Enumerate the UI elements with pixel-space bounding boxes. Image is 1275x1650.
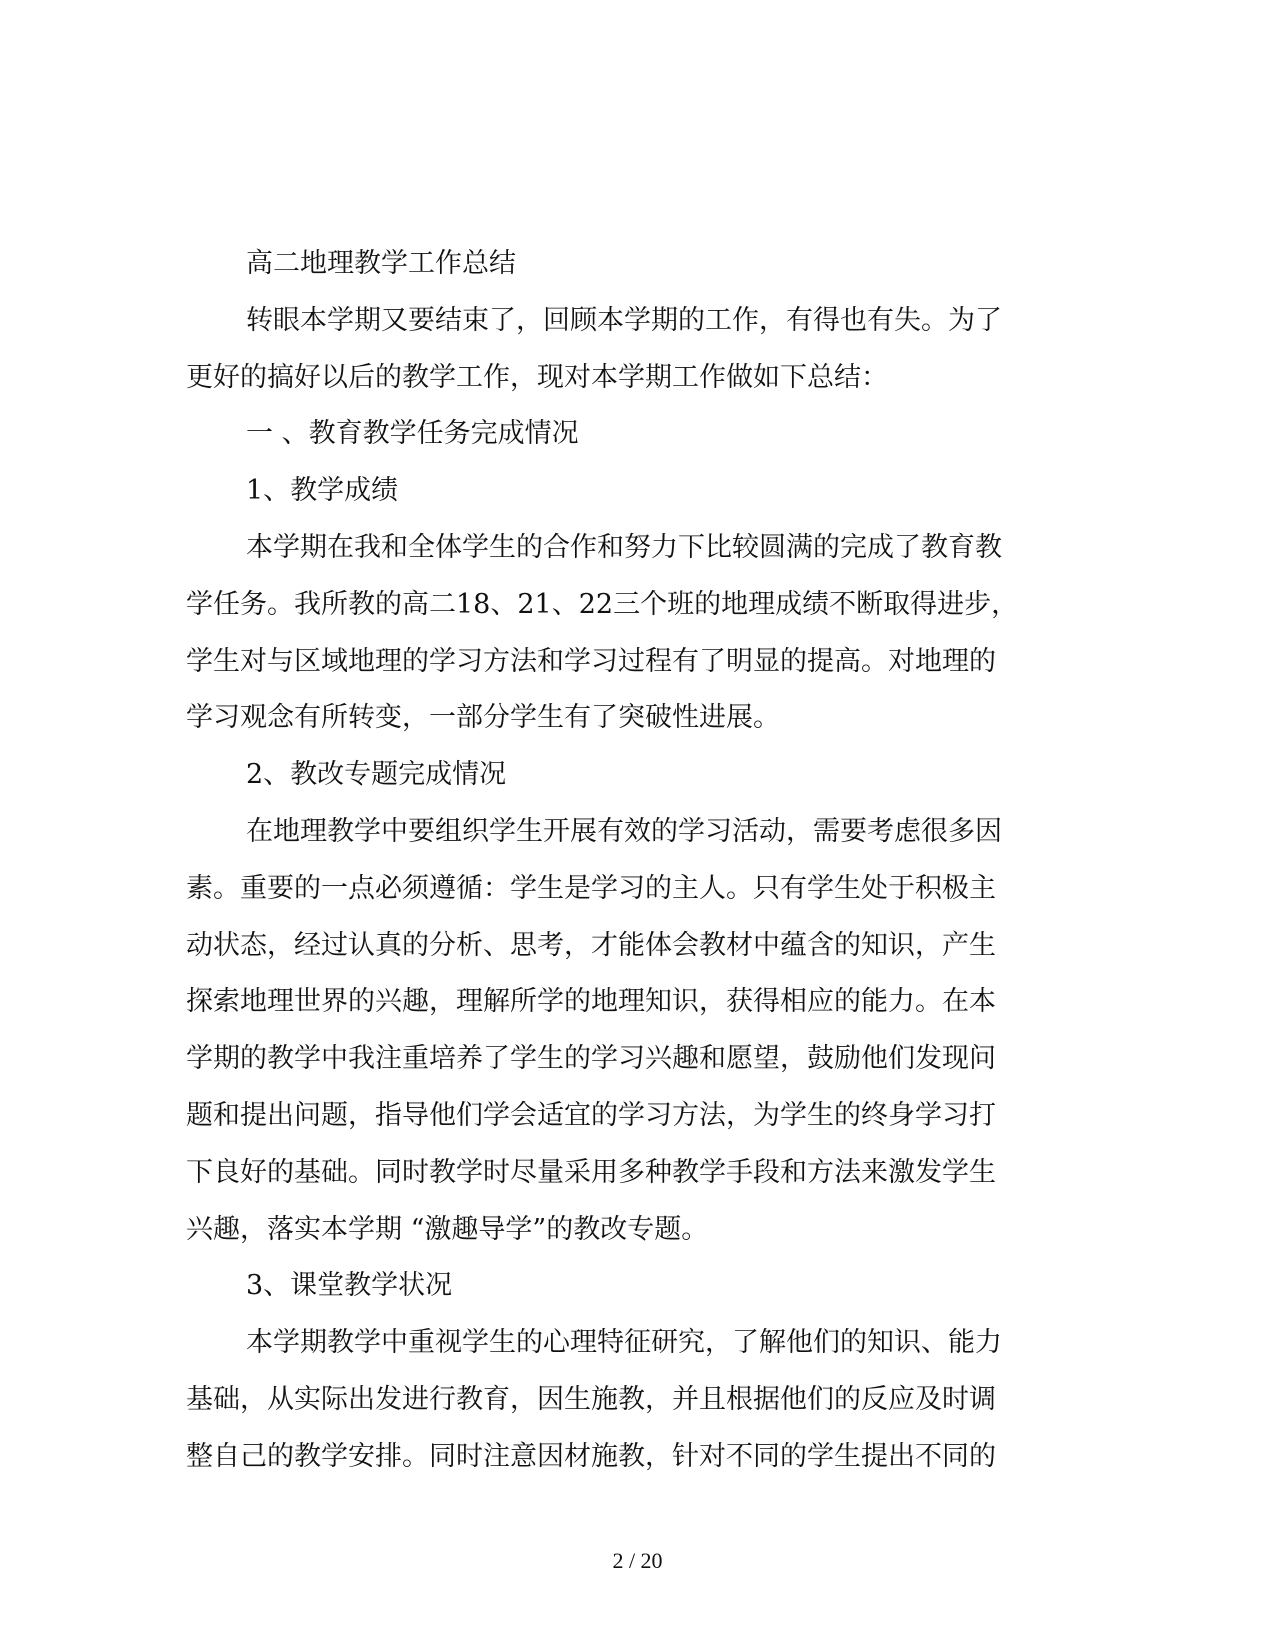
paragraph-line: 素。重要的一点必须遵循：学生是学习的主人。只有学生处于积极主 [186, 872, 996, 904]
paragraph-line: 下良好的基础。同时教学时尽量采用多种教学手段和方法来激发学生 [186, 1156, 996, 1188]
paragraph-line: 学期的教学中我注重培养了学生的学习兴趣和愿望，鼓励他们发现问 [186, 1043, 996, 1075]
subsection-heading: 1、教学成绩 [246, 475, 399, 507]
paragraph-line: 整自己的教学安排。同时注意因材施教，针对不同的学生提出不同的 [186, 1440, 996, 1472]
subsection-heading: 2、教改专题完成情况 [246, 759, 507, 791]
document-title: 高二地理教学工作总结 [246, 248, 516, 279]
paragraph-line: 本学期在我和全体学生的合作和努力下比较圆满的完成了教育教 [246, 531, 1002, 563]
section-heading: 一 、教育教学任务完成情况 [246, 418, 579, 450]
paragraph-line: 学任务。我所教的高二18、21、22三个班的地理成绩不断取得进步， [186, 588, 1019, 620]
page-number: 2 / 20 [612, 1548, 663, 1573]
paragraph-line: 动状态，经过认真的分析、思考，才能体会教材中蕴含的知识，产生 [186, 929, 996, 961]
document-body [186, 236, 1066, 1486]
paragraph-line: 更好的搞好以后的教学工作，现对本学期工作做如下总结： [186, 361, 888, 393]
paragraph-line: 学生对与区域地理的学习方法和学习过程有了明显的提高。对地理的 [186, 645, 996, 677]
paragraph-line: 在地理教学中要组织学生开展有效的学习活动，需要考虑很多因 [246, 815, 1002, 847]
paragraph-line: 基础，从实际出发进行教育，因生施教，并且根据他们的反应及时调 [186, 1383, 996, 1415]
paragraph-line: 转眼本学期又要结束了，回顾本学期的工作，有得也有失。为了 [246, 304, 1002, 336]
paragraph-line: 兴趣，落实本学期 “激趣导学”的教改专题。 [186, 1213, 709, 1245]
subsection-heading: 3、课堂教学状况 [246, 1270, 453, 1302]
paragraph-line: 学习观念有所转变，一部分学生有了突破性进展。 [186, 702, 780, 734]
paragraph-line: 题和提出问题，指导他们学会适宜的学习方法，为学生的终身学习打 [186, 1099, 996, 1131]
paragraph-line: 本学期教学中重视学生的心理特征研究，了解他们的知识、能力 [246, 1327, 1002, 1359]
paragraph-line: 探索地理世界的兴趣，理解所学的地理知识，获得相应的能力。在本 [186, 986, 996, 1018]
